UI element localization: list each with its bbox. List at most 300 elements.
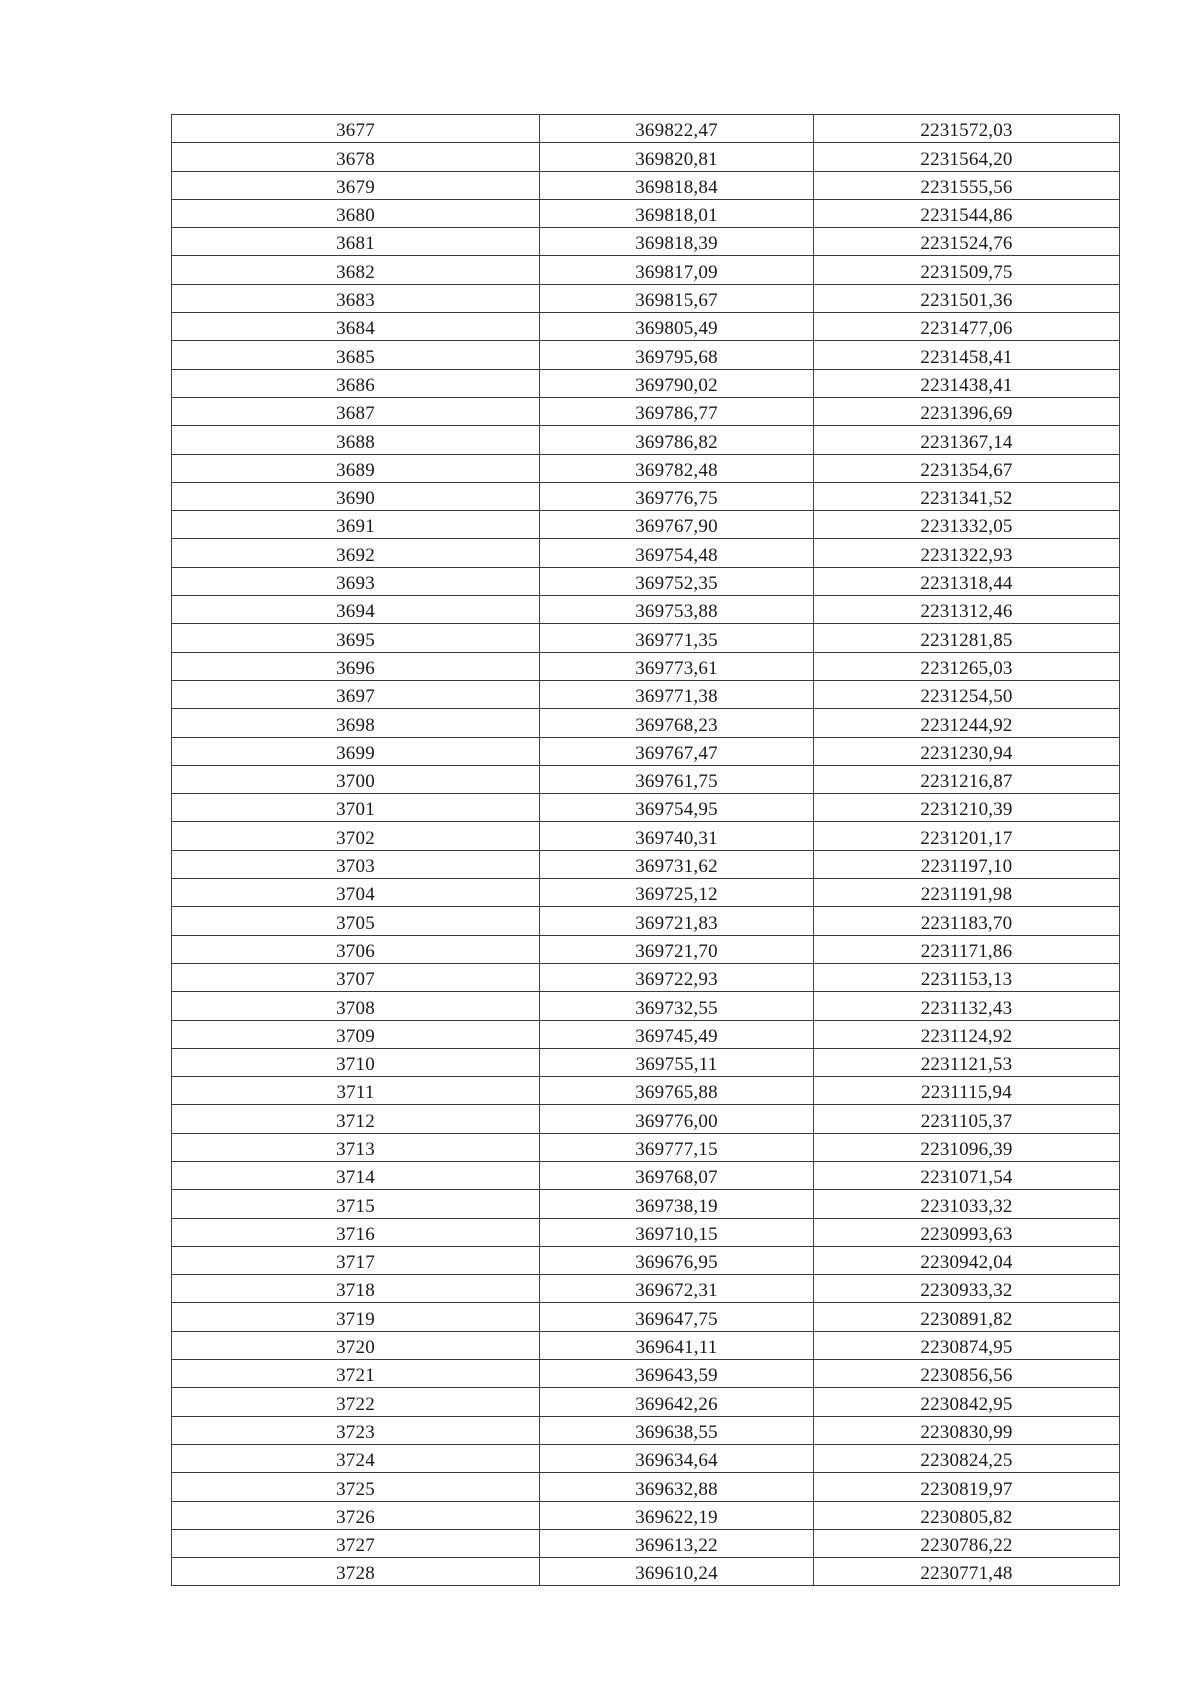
cell-text: 369738,19 [635, 1195, 718, 1217]
x-coordinate-cell [540, 1388, 814, 1416]
y-coordinate-cell [814, 1416, 1120, 1444]
cell-text: 2231115,94 [921, 1082, 1012, 1104]
point-number-cell [172, 1218, 540, 1246]
cell-text: 369721,83 [635, 912, 718, 934]
table-row [172, 1558, 1120, 1586]
cell-text: 2230830,99 [920, 1421, 1013, 1443]
point-number-cell [172, 1105, 540, 1133]
y-coordinate-cell [814, 1388, 1120, 1416]
point-number-cell [172, 1020, 540, 1048]
y-coordinate-cell [814, 1275, 1120, 1303]
point-number-cell [172, 1558, 540, 1586]
cell-text: 369765,88 [635, 1082, 718, 1104]
y-coordinate-cell [814, 1105, 1120, 1133]
cell-text: 2231438,41 [920, 374, 1013, 396]
cell-text: 369732,55 [635, 997, 718, 1019]
cell-text: 3698 [336, 714, 375, 736]
x-coordinate-cell [540, 1501, 814, 1529]
cell-text: 2231071,54 [920, 1167, 1013, 1189]
cell-text: 2231254,50 [920, 686, 1013, 708]
cell-text: 3693 [336, 573, 375, 595]
x-coordinate-cell [540, 1360, 814, 1388]
cell-text: 369768,07 [635, 1167, 718, 1189]
cell-text: 3712 [336, 1110, 375, 1132]
point-number-cell [172, 1190, 540, 1218]
table-row [172, 822, 1120, 850]
x-coordinate-cell [540, 143, 814, 171]
cell-text: 2231121,53 [920, 1054, 1013, 1076]
x-coordinate-cell [540, 341, 814, 369]
point-number-cell [172, 397, 540, 425]
y-coordinate-cell [814, 115, 1120, 143]
cell-text: 3718 [336, 1280, 375, 1302]
point-number-cell [172, 143, 540, 171]
table-row [172, 228, 1120, 256]
cell-text: 2231197,10 [920, 856, 1013, 878]
x-coordinate-cell [540, 397, 814, 425]
cell-text: 3721 [336, 1365, 375, 1387]
table-row [172, 1473, 1120, 1501]
cell-text: 2230891,82 [920, 1308, 1013, 1330]
table-row [172, 143, 1120, 171]
y-coordinate-cell [814, 199, 1120, 227]
cell-text: 2231564,20 [920, 148, 1013, 170]
x-coordinate-cell [540, 879, 814, 907]
point-number-cell [172, 1501, 540, 1529]
cell-text: 369771,38 [635, 686, 718, 708]
cell-text: 3700 [336, 771, 375, 793]
cell-text: 3696 [336, 657, 375, 679]
x-coordinate-cell [540, 822, 814, 850]
cell-text: 2231171,86 [920, 940, 1013, 962]
y-coordinate-cell [814, 454, 1120, 482]
y-coordinate-cell [814, 596, 1120, 624]
table-row [172, 624, 1120, 652]
table-row [172, 1331, 1120, 1359]
table-row [172, 1077, 1120, 1105]
point-number-cell [172, 1529, 540, 1557]
x-coordinate-cell [540, 737, 814, 765]
y-coordinate-cell [814, 765, 1120, 793]
table-row [172, 313, 1120, 341]
cell-text: 2230933,32 [920, 1280, 1013, 1302]
cell-text: 2231367,14 [920, 431, 1013, 453]
y-coordinate-cell [814, 737, 1120, 765]
table-row [172, 256, 1120, 284]
table-row [172, 1360, 1120, 1388]
y-coordinate-cell [814, 1218, 1120, 1246]
cell-text: 3692 [336, 544, 375, 566]
point-number-cell [172, 426, 540, 454]
x-coordinate-cell [540, 1331, 814, 1359]
y-coordinate-cell [814, 652, 1120, 680]
cell-text: 369771,35 [635, 629, 718, 651]
x-coordinate-cell [540, 115, 814, 143]
x-coordinate-cell [540, 369, 814, 397]
point-number-cell [172, 879, 540, 907]
cell-text: 2231332,05 [920, 516, 1013, 538]
cell-text: 2231132,43 [920, 997, 1013, 1019]
cell-text: 369820,81 [635, 148, 718, 170]
table-row [172, 737, 1120, 765]
point-number-cell [172, 1133, 540, 1161]
y-coordinate-cell [814, 1360, 1120, 1388]
point-number-cell [172, 1246, 540, 1274]
y-coordinate-cell [814, 709, 1120, 737]
point-number-cell [172, 1388, 540, 1416]
cell-text: 369754,48 [635, 544, 718, 566]
coordinates-table-body [172, 115, 1120, 1586]
cell-text: 369754,95 [635, 799, 718, 821]
point-number-cell [172, 709, 540, 737]
cell-text: 2231244,92 [920, 714, 1013, 736]
cell-text: 369613,22 [635, 1535, 718, 1557]
point-number-cell [172, 511, 540, 539]
point-number-cell [172, 1161, 540, 1189]
table-row [172, 199, 1120, 227]
y-coordinate-cell [814, 228, 1120, 256]
y-coordinate-cell [814, 1133, 1120, 1161]
table-row [172, 454, 1120, 482]
y-coordinate-cell [814, 963, 1120, 991]
y-coordinate-cell [814, 1558, 1120, 1586]
point-number-cell [172, 313, 540, 341]
table-row [172, 1529, 1120, 1557]
cell-text: 2231501,36 [920, 290, 1013, 312]
x-coordinate-cell [540, 539, 814, 567]
point-number-cell [172, 737, 540, 765]
cell-text: 3697 [336, 686, 375, 708]
x-coordinate-cell [540, 313, 814, 341]
table-row [172, 171, 1120, 199]
table-row [172, 1133, 1120, 1161]
cell-text: 2231124,92 [920, 1025, 1013, 1047]
cell-text: 2231318,44 [920, 573, 1013, 595]
y-coordinate-cell [814, 680, 1120, 708]
y-coordinate-cell [814, 426, 1120, 454]
cell-text: 3715 [336, 1195, 375, 1217]
cell-text: 369632,88 [635, 1478, 718, 1500]
point-number-cell [172, 1077, 540, 1105]
cell-text: 2231544,86 [920, 205, 1013, 227]
x-coordinate-cell [540, 482, 814, 510]
y-coordinate-cell [814, 624, 1120, 652]
cell-text: 3724 [336, 1450, 375, 1472]
y-coordinate-cell [814, 1161, 1120, 1189]
table-row [172, 1190, 1120, 1218]
cell-text: 3699 [336, 742, 375, 764]
x-coordinate-cell [540, 1558, 814, 1586]
cell-text: 3728 [336, 1563, 375, 1585]
cell-text: 369776,75 [635, 488, 718, 510]
cell-text: 3713 [336, 1138, 375, 1160]
x-coordinate-cell [540, 652, 814, 680]
cell-text: 3704 [336, 884, 375, 906]
y-coordinate-cell [814, 482, 1120, 510]
y-coordinate-cell [814, 539, 1120, 567]
table-row [172, 426, 1120, 454]
cell-text: 2231153,13 [920, 969, 1013, 991]
cell-text: 3707 [336, 969, 375, 991]
cell-text: 2231572,03 [920, 120, 1013, 142]
cell-text: 369767,47 [635, 742, 718, 764]
x-coordinate-cell [540, 596, 814, 624]
cell-text: 3725 [336, 1478, 375, 1500]
cell-text: 3694 [336, 601, 375, 623]
table-row [172, 1105, 1120, 1133]
y-coordinate-cell [814, 511, 1120, 539]
y-coordinate-cell [814, 907, 1120, 935]
table-row [172, 1303, 1120, 1331]
y-coordinate-cell [814, 284, 1120, 312]
table-row [172, 397, 1120, 425]
x-coordinate-cell [540, 426, 814, 454]
table-row [172, 511, 1120, 539]
cell-text: 2231396,69 [920, 403, 1013, 425]
cell-text: 2231509,75 [920, 261, 1013, 283]
cell-text: 369761,75 [635, 771, 718, 793]
cell-text: 2231201,17 [920, 827, 1013, 849]
x-coordinate-cell [540, 511, 814, 539]
x-coordinate-cell [540, 1444, 814, 1472]
table-row [172, 482, 1120, 510]
cell-text: 3703 [336, 856, 375, 878]
cell-text: 3682 [336, 261, 375, 283]
y-coordinate-cell [814, 1077, 1120, 1105]
cell-text: 2231096,39 [920, 1138, 1013, 1160]
cell-text: 2230771,48 [920, 1563, 1013, 1585]
cell-text: 369647,75 [635, 1308, 718, 1330]
table-row [172, 935, 1120, 963]
cell-text: 3726 [336, 1506, 375, 1528]
table-row [172, 1020, 1120, 1048]
cell-text: 369817,09 [635, 261, 718, 283]
cell-text: 2231210,39 [920, 799, 1013, 821]
x-coordinate-cell [540, 284, 814, 312]
cell-text: 369676,95 [635, 1252, 718, 1274]
cell-text: 2231216,87 [920, 771, 1013, 793]
table-row [172, 850, 1120, 878]
point-number-cell [172, 963, 540, 991]
point-number-cell [172, 1416, 540, 1444]
point-number-cell [172, 1473, 540, 1501]
cell-text: 3690 [336, 488, 375, 510]
x-coordinate-cell [540, 624, 814, 652]
point-number-cell [172, 171, 540, 199]
cell-text: 369752,35 [635, 573, 718, 595]
cell-text: 369722,93 [635, 969, 718, 991]
cell-text: 369634,64 [635, 1450, 718, 1472]
x-coordinate-cell [540, 1161, 814, 1189]
y-coordinate-cell [814, 1501, 1120, 1529]
table-row [172, 1218, 1120, 1246]
cell-text: 3717 [336, 1252, 375, 1274]
table-row [172, 369, 1120, 397]
table-row [172, 879, 1120, 907]
cell-text: 3686 [336, 374, 375, 396]
cell-text: 369753,88 [635, 601, 718, 623]
table-row [172, 680, 1120, 708]
point-number-cell [172, 284, 540, 312]
cell-text: 369795,68 [635, 346, 718, 368]
cell-text: 3719 [336, 1308, 375, 1330]
cell-text: 369740,31 [635, 827, 718, 849]
point-number-cell [172, 907, 540, 935]
point-number-cell [172, 482, 540, 510]
x-coordinate-cell [540, 199, 814, 227]
x-coordinate-cell [540, 680, 814, 708]
table-row [172, 709, 1120, 737]
point-number-cell [172, 1331, 540, 1359]
point-number-cell [172, 369, 540, 397]
cell-text: 2230874,95 [920, 1337, 1013, 1359]
x-coordinate-cell [540, 794, 814, 822]
table-row [172, 1388, 1120, 1416]
cell-text: 2231524,76 [920, 233, 1013, 255]
x-coordinate-cell [540, 1529, 814, 1557]
cell-text: 3723 [336, 1421, 375, 1443]
cell-text: 2230786,22 [920, 1535, 1013, 1557]
cell-text: 2230805,82 [920, 1506, 1013, 1528]
cell-text: 369822,47 [635, 120, 718, 142]
point-number-cell [172, 652, 540, 680]
x-coordinate-cell [540, 1275, 814, 1303]
y-coordinate-cell [814, 992, 1120, 1020]
cell-text: 369672,31 [635, 1280, 718, 1302]
cell-text: 369790,02 [635, 374, 718, 396]
y-coordinate-cell [814, 1331, 1120, 1359]
y-coordinate-cell [814, 850, 1120, 878]
x-coordinate-cell [540, 709, 814, 737]
cell-text: 369805,49 [635, 318, 718, 340]
table-row [172, 652, 1120, 680]
coordinates-table [171, 114, 1120, 1586]
cell-text: 369731,62 [635, 856, 718, 878]
cell-text: 369818,01 [635, 205, 718, 227]
cell-text: 3677 [336, 120, 375, 142]
table-row [172, 1161, 1120, 1189]
y-coordinate-cell [814, 341, 1120, 369]
cell-text: 2231555,56 [920, 176, 1013, 198]
cell-text: 369776,00 [635, 1110, 718, 1132]
y-coordinate-cell [814, 935, 1120, 963]
point-number-cell [172, 454, 540, 482]
cell-text: 2231230,94 [920, 742, 1013, 764]
y-coordinate-cell [814, 822, 1120, 850]
x-coordinate-cell [540, 992, 814, 1020]
cell-text: 2231105,37 [920, 1110, 1013, 1132]
x-coordinate-cell [540, 1105, 814, 1133]
cell-text: 369745,49 [635, 1025, 718, 1047]
cell-text: 3687 [336, 403, 375, 425]
cell-text: 3716 [336, 1223, 375, 1245]
y-coordinate-cell [814, 567, 1120, 595]
table-row [172, 765, 1120, 793]
point-number-cell [172, 567, 540, 595]
y-coordinate-cell [814, 313, 1120, 341]
cell-text: 3681 [336, 233, 375, 255]
cell-text: 2231458,41 [920, 346, 1013, 368]
cell-text: 3722 [336, 1393, 375, 1415]
cell-text: 369777,15 [635, 1138, 718, 1160]
cell-text: 2231281,85 [920, 629, 1013, 651]
y-coordinate-cell [814, 397, 1120, 425]
y-coordinate-cell [814, 1246, 1120, 1274]
point-number-cell [172, 199, 540, 227]
cell-text: 3678 [336, 148, 375, 170]
point-number-cell [172, 822, 540, 850]
cell-text: 2231183,70 [920, 912, 1013, 934]
table-row [172, 1048, 1120, 1076]
point-number-cell [172, 850, 540, 878]
cell-text: 3708 [336, 997, 375, 1019]
table-row [172, 1501, 1120, 1529]
cell-text: 369622,19 [635, 1506, 718, 1528]
cell-text: 3727 [336, 1535, 375, 1557]
point-number-cell [172, 992, 540, 1020]
table-row [172, 567, 1120, 595]
cell-text: 3689 [336, 459, 375, 481]
table-row [172, 907, 1120, 935]
x-coordinate-cell [540, 1303, 814, 1331]
cell-text: 3679 [336, 176, 375, 198]
cell-text: 3680 [336, 205, 375, 227]
x-coordinate-cell [540, 1133, 814, 1161]
cell-text: 2231322,93 [920, 544, 1013, 566]
x-coordinate-cell [540, 935, 814, 963]
cell-text: 369815,67 [635, 290, 718, 312]
y-coordinate-cell [814, 1473, 1120, 1501]
cell-text: 369782,48 [635, 459, 718, 481]
x-coordinate-cell [540, 567, 814, 595]
cell-text: 3685 [336, 346, 375, 368]
table-row [172, 539, 1120, 567]
point-number-cell [172, 539, 540, 567]
point-number-cell [172, 256, 540, 284]
cell-text: 369786,82 [635, 431, 718, 453]
cell-text: 2231265,03 [920, 657, 1013, 679]
table-row [172, 794, 1120, 822]
cell-text: 2230942,04 [920, 1252, 1013, 1274]
cell-text: 3691 [336, 516, 375, 538]
y-coordinate-cell [814, 1020, 1120, 1048]
x-coordinate-cell [540, 1473, 814, 1501]
cell-text: 369710,15 [635, 1223, 718, 1245]
cell-text: 2231354,67 [920, 459, 1013, 481]
cell-text: 3705 [336, 912, 375, 934]
cell-text: 3695 [336, 629, 375, 651]
x-coordinate-cell [540, 907, 814, 935]
point-number-cell [172, 624, 540, 652]
cell-text: 369641,11 [635, 1337, 718, 1359]
cell-text: 3702 [336, 827, 375, 849]
cell-text: 3706 [336, 940, 375, 962]
y-coordinate-cell [814, 1529, 1120, 1557]
x-coordinate-cell [540, 1246, 814, 1274]
cell-text: 3684 [336, 318, 375, 340]
point-number-cell [172, 1275, 540, 1303]
table-row [172, 1275, 1120, 1303]
cell-text: 3720 [336, 1337, 375, 1359]
point-number-cell [172, 794, 540, 822]
y-coordinate-cell [814, 143, 1120, 171]
x-coordinate-cell [540, 454, 814, 482]
point-number-cell [172, 1303, 540, 1331]
cell-text: 2230824,25 [920, 1450, 1013, 1472]
cell-text: 3710 [336, 1054, 375, 1076]
point-number-cell [172, 228, 540, 256]
table-row [172, 1416, 1120, 1444]
